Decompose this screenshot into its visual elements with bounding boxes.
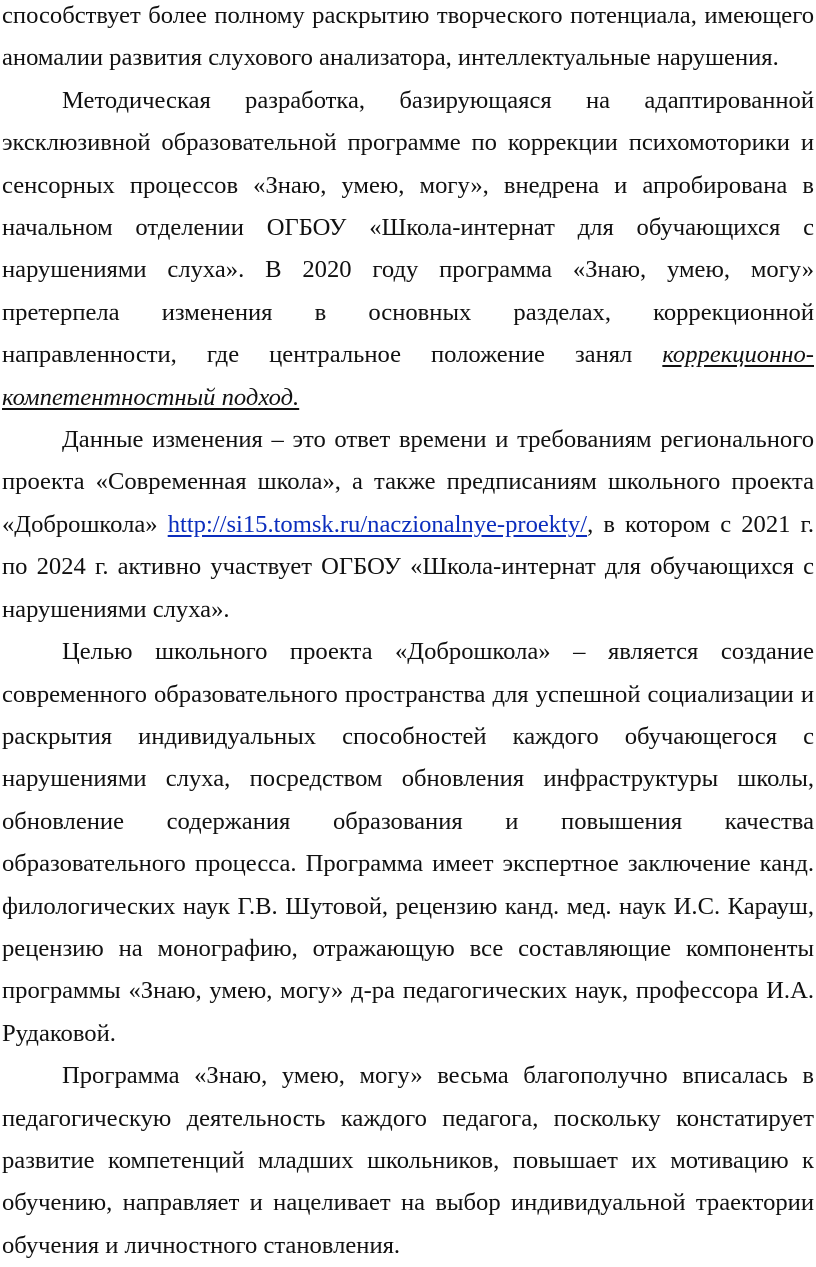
paragraph-methodology — [2, 80, 814, 419]
emphasized-approach: коррекционно-компетентностный подход. — [2, 341, 814, 411]
paragraph-changes-text-after: , в котором с 2021 г. по 2024 г. активно участвует ОГБОУ «Школа-интернат для обучающихся с нарушениями слуха». — [2, 510, 814, 623]
paragraph-project-goal: Целью школьного проекта «Доброшкола» – является создание современного образовательного пространства для успешной социализации и раскрытия индивидуальных способностей каждого обучающегося с нарушениями слуха, посредством обновления инфраструктуры школы, обновление содержания образования и повышения качества образовательного процесса. Программа имеет экспертное заключение канд. филологических наук Г.В. Шутовой, рецензию канд. мед. наук И.С. Карауш, рецензию на монографию, отражающую все составляющие компоненты программы «Знаю, умею, могу» д-ра педагогических наук, профессора И.А. Рудаковой. — [2, 638, 814, 1047]
paragraph-changes — [2, 419, 814, 631]
paragraph-program-summary: Программа «Знаю, умею, могу» весьма благополучно вписалась в педагогическую деятельность каждого педагога, поскольку констатирует развитие компетенций младших школьников, повышает их мотивацию к обучению, направляет и нацеливает на выбор индивидуальной траектории обучения и личностного становления. — [2, 1062, 814, 1259]
paragraph-continuation: способствует более полному раскрытию творческого потенциала, имеющего аномалии развития слухового анализатора, интеллектуальные нарушения. — [2, 2, 814, 72]
paragraph-changes-text-before: Данные изменения – это ответ времени и требованиям регионального проекта «Современная школа», а также предписаниям школьного проекта «Доброшкола» — [2, 426, 814, 538]
paragraph-methodology-text: Методическая разработка, базирующаяся на адаптированной эксклюзивной образовательной программе по коррекции психомоторики и сенсорных процессов «Знаю, умею, могу», внедрена и апробирована в начальном отделении ОГБОУ «Школа-интернат для обучающихся с нарушениями слуха». В 2020 году программа «Знаю, умею, могу» претерпела изменения в основных разделах, коррекционной направленности, где центральное положение занял — [2, 86, 814, 369]
project-link[interactable]: http://si15.tomsk.ru/naczionalnye-proekty/ — [167, 510, 588, 538]
